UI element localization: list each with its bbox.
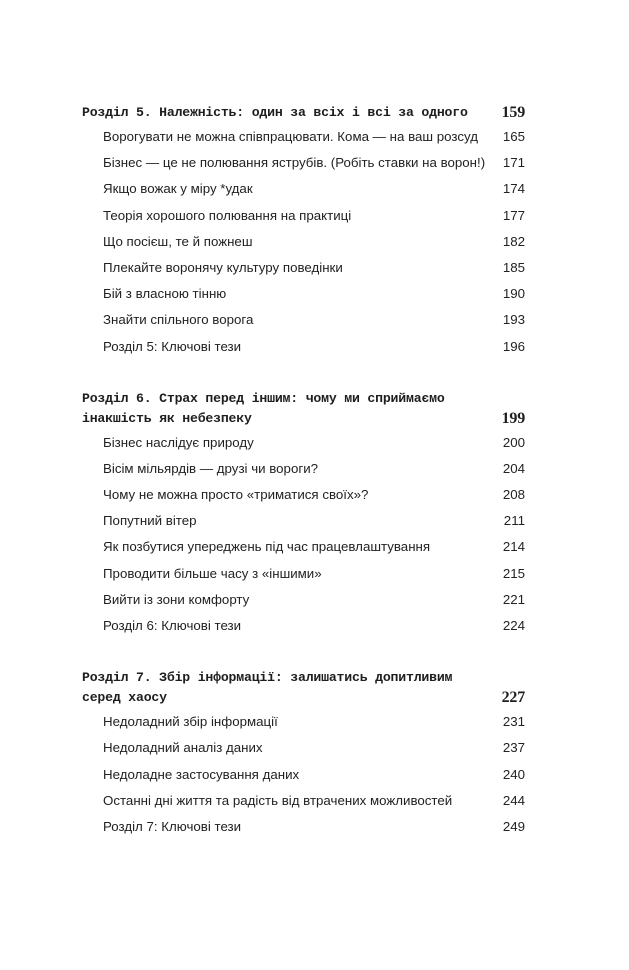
toc-entry-page: 211 (503, 513, 525, 529)
chapter-title-line: Розділ 5. Належність: один за всіх і всі за одного (82, 105, 468, 120)
toc-entry-title: Попутний вітер (103, 513, 197, 529)
toc-entry (82, 208, 525, 234)
toc-entry-page: 249 (502, 818, 525, 834)
toc-entry-page: 182 (502, 233, 525, 249)
toc-entry-page: 215 (502, 565, 525, 581)
toc-entry-title: Недоладний аналіз даних (103, 740, 263, 756)
chapter-title-line: інакшість як небезпеку (82, 410, 252, 426)
toc-entry-title: Знайти спільного ворога (103, 312, 254, 328)
toc-entry (82, 234, 525, 260)
toc-entry-page: 224 (502, 618, 525, 633)
chapter-6 (82, 389, 525, 645)
section-list (82, 129, 525, 365)
toc-entry-page: 204 (502, 460, 525, 476)
toc-entry-page: 165 (502, 129, 525, 144)
toc-entry-title: Бій з власною тінню (103, 286, 227, 302)
toc-entry (82, 793, 525, 819)
section-list (82, 435, 525, 645)
chapter-page-number: 199 (501, 409, 525, 427)
toc-entry-page: 244 (502, 792, 525, 808)
toc-entry-page: 231 (502, 714, 525, 730)
table-of-contents (82, 103, 525, 869)
toc-entry (82, 155, 525, 181)
toc-entry-title: Проводити більше часу з «іншими» (103, 565, 322, 581)
toc-entry (82, 566, 525, 592)
toc-entry-title: Вийти із зони комфорту (103, 591, 250, 607)
chapter-title-line: Розділ 7. Збір інформації: залишатись допитливим (82, 670, 453, 686)
toc-entry-page: 200 (502, 434, 525, 450)
chapter-title (82, 389, 502, 429)
toc-entry (82, 129, 525, 155)
toc-entry-title: Чому не можна просто «триматися своїх»? (103, 487, 369, 503)
toc-entry-title: Вісім мільярдів — друзі чи вороги? (103, 460, 319, 476)
toc-entry-page: 196 (502, 338, 525, 354)
toc-entry (82, 740, 525, 766)
chapter-heading (82, 103, 525, 123)
chapter-7 (82, 668, 525, 845)
toc-entry-page: 237 (502, 740, 525, 756)
toc-entry (82, 286, 525, 312)
toc-entry (82, 312, 525, 338)
chapter-heading (82, 668, 525, 708)
toc-entry-title: Бізнес — це не полювання яструбів. (Робіть ставки на ворон!) (103, 155, 486, 171)
toc-entry-title: Розділ 5: Ключові тези (103, 338, 242, 354)
toc-entry-title: Якщо вожак у міру *удак (103, 181, 253, 197)
toc-entry (82, 513, 525, 539)
toc-entry-page: 240 (502, 766, 525, 782)
toc-entry-title: Бізнес наслідує природу (103, 434, 254, 450)
toc-entry-title: Недоладне застосування даних (103, 766, 300, 782)
toc-entry (82, 767, 525, 793)
chapter-heading (82, 389, 525, 429)
toc-entry (82, 435, 525, 461)
toc-entry-title: Як позбутися упереджень під час працевлаштування (103, 539, 431, 555)
section-list (82, 714, 525, 845)
toc-entry-page: 214 (502, 539, 525, 555)
toc-entry-title: Що посієш, те й пожнеш (103, 233, 253, 249)
toc-entry-page: 174 (502, 181, 525, 197)
toc-entry-page: 193 (502, 312, 525, 328)
toc-entry-page: 190 (502, 286, 525, 302)
toc-entry-title: Ворогувати не можна співпрацювати. Кома — на ваш розсуд (103, 129, 478, 144)
toc-entry-title: Розділ 6: Ключові тези (103, 618, 242, 633)
chapter-page-number: 159 (501, 104, 525, 121)
chapter-title (82, 668, 502, 708)
toc-entry-page: 221 (502, 591, 525, 607)
chapter-title-line: Розділ 6. Страх перед іншим: чому ми сприймаємо (82, 390, 445, 406)
toc-entry (82, 181, 525, 207)
toc-entry (82, 339, 525, 365)
toc-entry-page: 171 (502, 155, 525, 171)
toc-entry (82, 539, 525, 565)
toc-entry-title: Теорія хорошого полювання на практиці (103, 207, 352, 223)
toc-entry (82, 819, 525, 845)
toc-entry (82, 487, 525, 513)
toc-entry (82, 714, 525, 740)
chapter-page-number: 227 (501, 689, 525, 707)
toc-entry-page: 208 (502, 487, 525, 503)
toc-entry (82, 260, 525, 286)
toc-entry-title: Останні дні життя та радість від втрачених можливостей (103, 792, 453, 808)
toc-entry-page: 185 (502, 259, 525, 275)
chapter-title-line: серед хаосу (82, 690, 167, 706)
toc-entry-title: Плекайте воронячу культуру поведінки (103, 259, 343, 275)
toc-entry (82, 461, 525, 487)
toc-entry-title: Розділ 7: Ключові тези (103, 818, 242, 834)
toc-entry-title: Недоладний збір інформації (103, 714, 278, 730)
toc-entry-page: 177 (502, 207, 525, 223)
toc-entry (82, 618, 525, 644)
toc-entry (82, 592, 525, 618)
chapter-title (82, 103, 502, 123)
chapter-5 (82, 103, 525, 365)
